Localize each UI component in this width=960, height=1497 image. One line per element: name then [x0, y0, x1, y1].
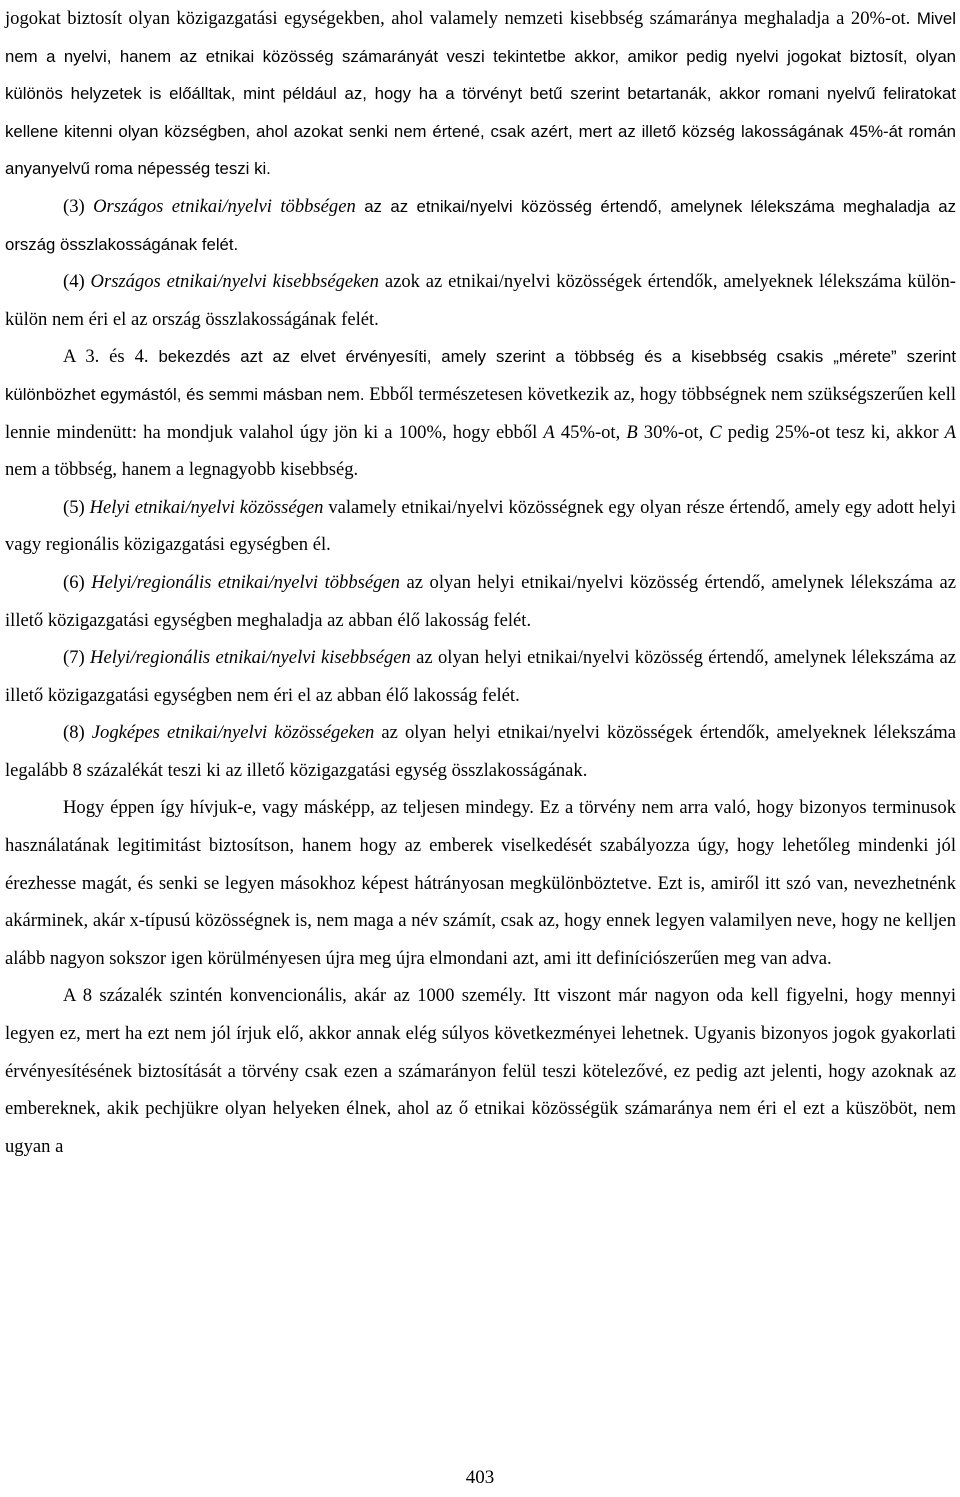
italic-term: Országos etnikai/nyelvi kisebbségeken — [90, 271, 379, 293]
paragraph-text: jogokat biztosít olyan közigazgatási egységekben, ahol valamely nemzeti kisebbség számaránya meghaladja a 20%-ot. — [5, 8, 917, 29]
paragraph — [5, 338, 956, 488]
paragraph-text: 45%-ot, — [554, 421, 627, 443]
paragraph — [5, 639, 956, 714]
paragraph-text: A 8 százalék szintén konvencionális, akár az 1000 személy. Itt viszont már nagyon oda kell figyelni, hogy mennyi legyen ez, mert ha ezt nem jól írjuk elő, akkor annak elég súlyos következményei lehetnek. Ugyanis bizonyos jogok gyakorlati érvényesítésének biztosítását a törvény csak ezen a számarányon felül teszi kötelezővé, ez pedig azt jelenti, hogy azoknak az embereknek, akik pechjükre olyan helyeken élnek, ahol az ő etnikai közösségük számaránya nem éri el ezt a küszöböt, nem ugyan a — [5, 985, 956, 1157]
italic-term: A — [944, 421, 957, 443]
paragraph — [5, 789, 956, 977]
paragraph-text: (5) — [63, 496, 90, 518]
paragraph-text: az olyan helyi etnikai/nyelvi közösség értendő, amelynek lélekszáma az illető közigazgatási egységben meghaladja az abban élő lakosság felét. — [5, 571, 956, 631]
paragraph-text: Hogy éppen így hívjuk-e, vagy másképp, az teljesen mindegy. Ez a törvény nem arra való, hogy bizonyos terminusok használatának legitimitást biztosítson, hanem hogy az emberek viselkedését szabályozza úgy, hogy lehetőleg mindenki jól érezhesse magát, és senki se legyen másokhoz képest hátrányosan megkülönböztetve. Ezt is, amiről itt szó van, nevezhetnénk akárminek, akár x-típusú közösségnek is, nem maga a név számít, csak az, hogy ennek legyen valamilyen neve, hogy ne kelljen alább nagyon sokszor igen körülményesen újra meg újra elmondani azt, ami itt definíciószerűen meg van adva. — [5, 797, 956, 969]
paragraph-text: (3) — [63, 195, 94, 217]
italic-term: B — [626, 421, 638, 443]
paragraph-text: 30%-ot, — [637, 421, 710, 443]
paragraph-text: valamely etnikai/nyelvi közösségnek egy olyan része értendő, amely egy adott helyi vagy regionális közigazgatási egységben él. — [5, 496, 956, 556]
paragraph — [5, 564, 956, 639]
italic-term: A — [543, 421, 555, 443]
paragraph-text: (8) — [63, 722, 92, 744]
paragraph — [5, 489, 956, 564]
paragraph-text: nem a többség, hanem a legnagyobb kisebbség. — [5, 459, 359, 481]
paragraph-text: azok az etnikai/nyelvi közösségek értendők, amelyeknek lélekszáma külön-külön nem éri el az ország összlakosságának felét. — [5, 271, 956, 330]
paragraph — [5, 977, 956, 1165]
paragraph — [5, 714, 956, 789]
paragraph-text: bekezdés azt az elvet érvényesíti, amely szerint a többség és a kisebbség csakis „mérete” szerint különbözhet egymástól, és semmi másban nem. — [5, 347, 956, 404]
paragraph — [5, 188, 956, 263]
italic-term: Országos etnikai/nyelvi többségen — [93, 195, 356, 217]
paragraph-text: (6) — [63, 571, 92, 593]
italic-term: C — [709, 421, 722, 443]
italic-term: Helyi etnikai/nyelvi közösségen — [89, 496, 324, 518]
paragraph-text: Ebből természetesen következik az, hogy többségnek nem szükségszerűen kell lennie mindenütt: ha mondjuk valahol úgy jön ki a 100%, hogy ebből — [5, 383, 956, 443]
paragraph-text: A 3. és 4. — [63, 346, 159, 368]
paragraph — [5, 0, 956, 188]
document-body — [5, 0, 956, 1165]
paragraph — [5, 263, 956, 338]
italic-term: Helyi/regionális etnikai/nyelvi többségen — [91, 571, 400, 593]
paragraph-text: (4) — [63, 271, 91, 293]
page-number: 403 — [465, 1467, 495, 1488]
paragraph-text: az az etnikai/nyelvi közösség értendő, amelynek lélekszáma meghaladja az ország összlakosságának felét. — [5, 196, 956, 254]
paragraph-text: (7) — [63, 647, 91, 669]
paragraph-text: Mivel nem a nyelvi, hanem az etnikai közösség számarányát veszi tekintetbe akkor, amikor pedig nyelvi jogokat biztosít, olyan különös helyzetek is előálltak, mint például az, hogy ha a törvényt betű szerint betartanák, akkor romani nyelvű feliratokat kellene kitenni olyan községben, ahol azokat senki nem értené, csak azért, mert az illető község lakosságának 45%-át román anyanyelvű roma népesség teszi ki. — [5, 9, 956, 179]
paragraph-text: az olyan helyi etnikai/nyelvi közösség értendő, amelynek lélekszáma az illető közigazgatási egységben nem éri el az abban élő lakosság felét. — [5, 647, 956, 706]
italic-term: Jogképes etnikai/nyelvi közösségeken — [91, 722, 375, 744]
paragraph-text: az olyan helyi etnikai/nyelvi közösségek értendők, amelyeknek lélekszáma legalább 8 százalékát teszi ki az illető közigazgatási egység összlakosságának. — [5, 722, 956, 781]
italic-term: Helyi/regionális etnikai/nyelvi kisebbségen — [90, 647, 411, 669]
paragraph-text: pedig 25%-ot tesz ki, akkor — [721, 421, 945, 443]
